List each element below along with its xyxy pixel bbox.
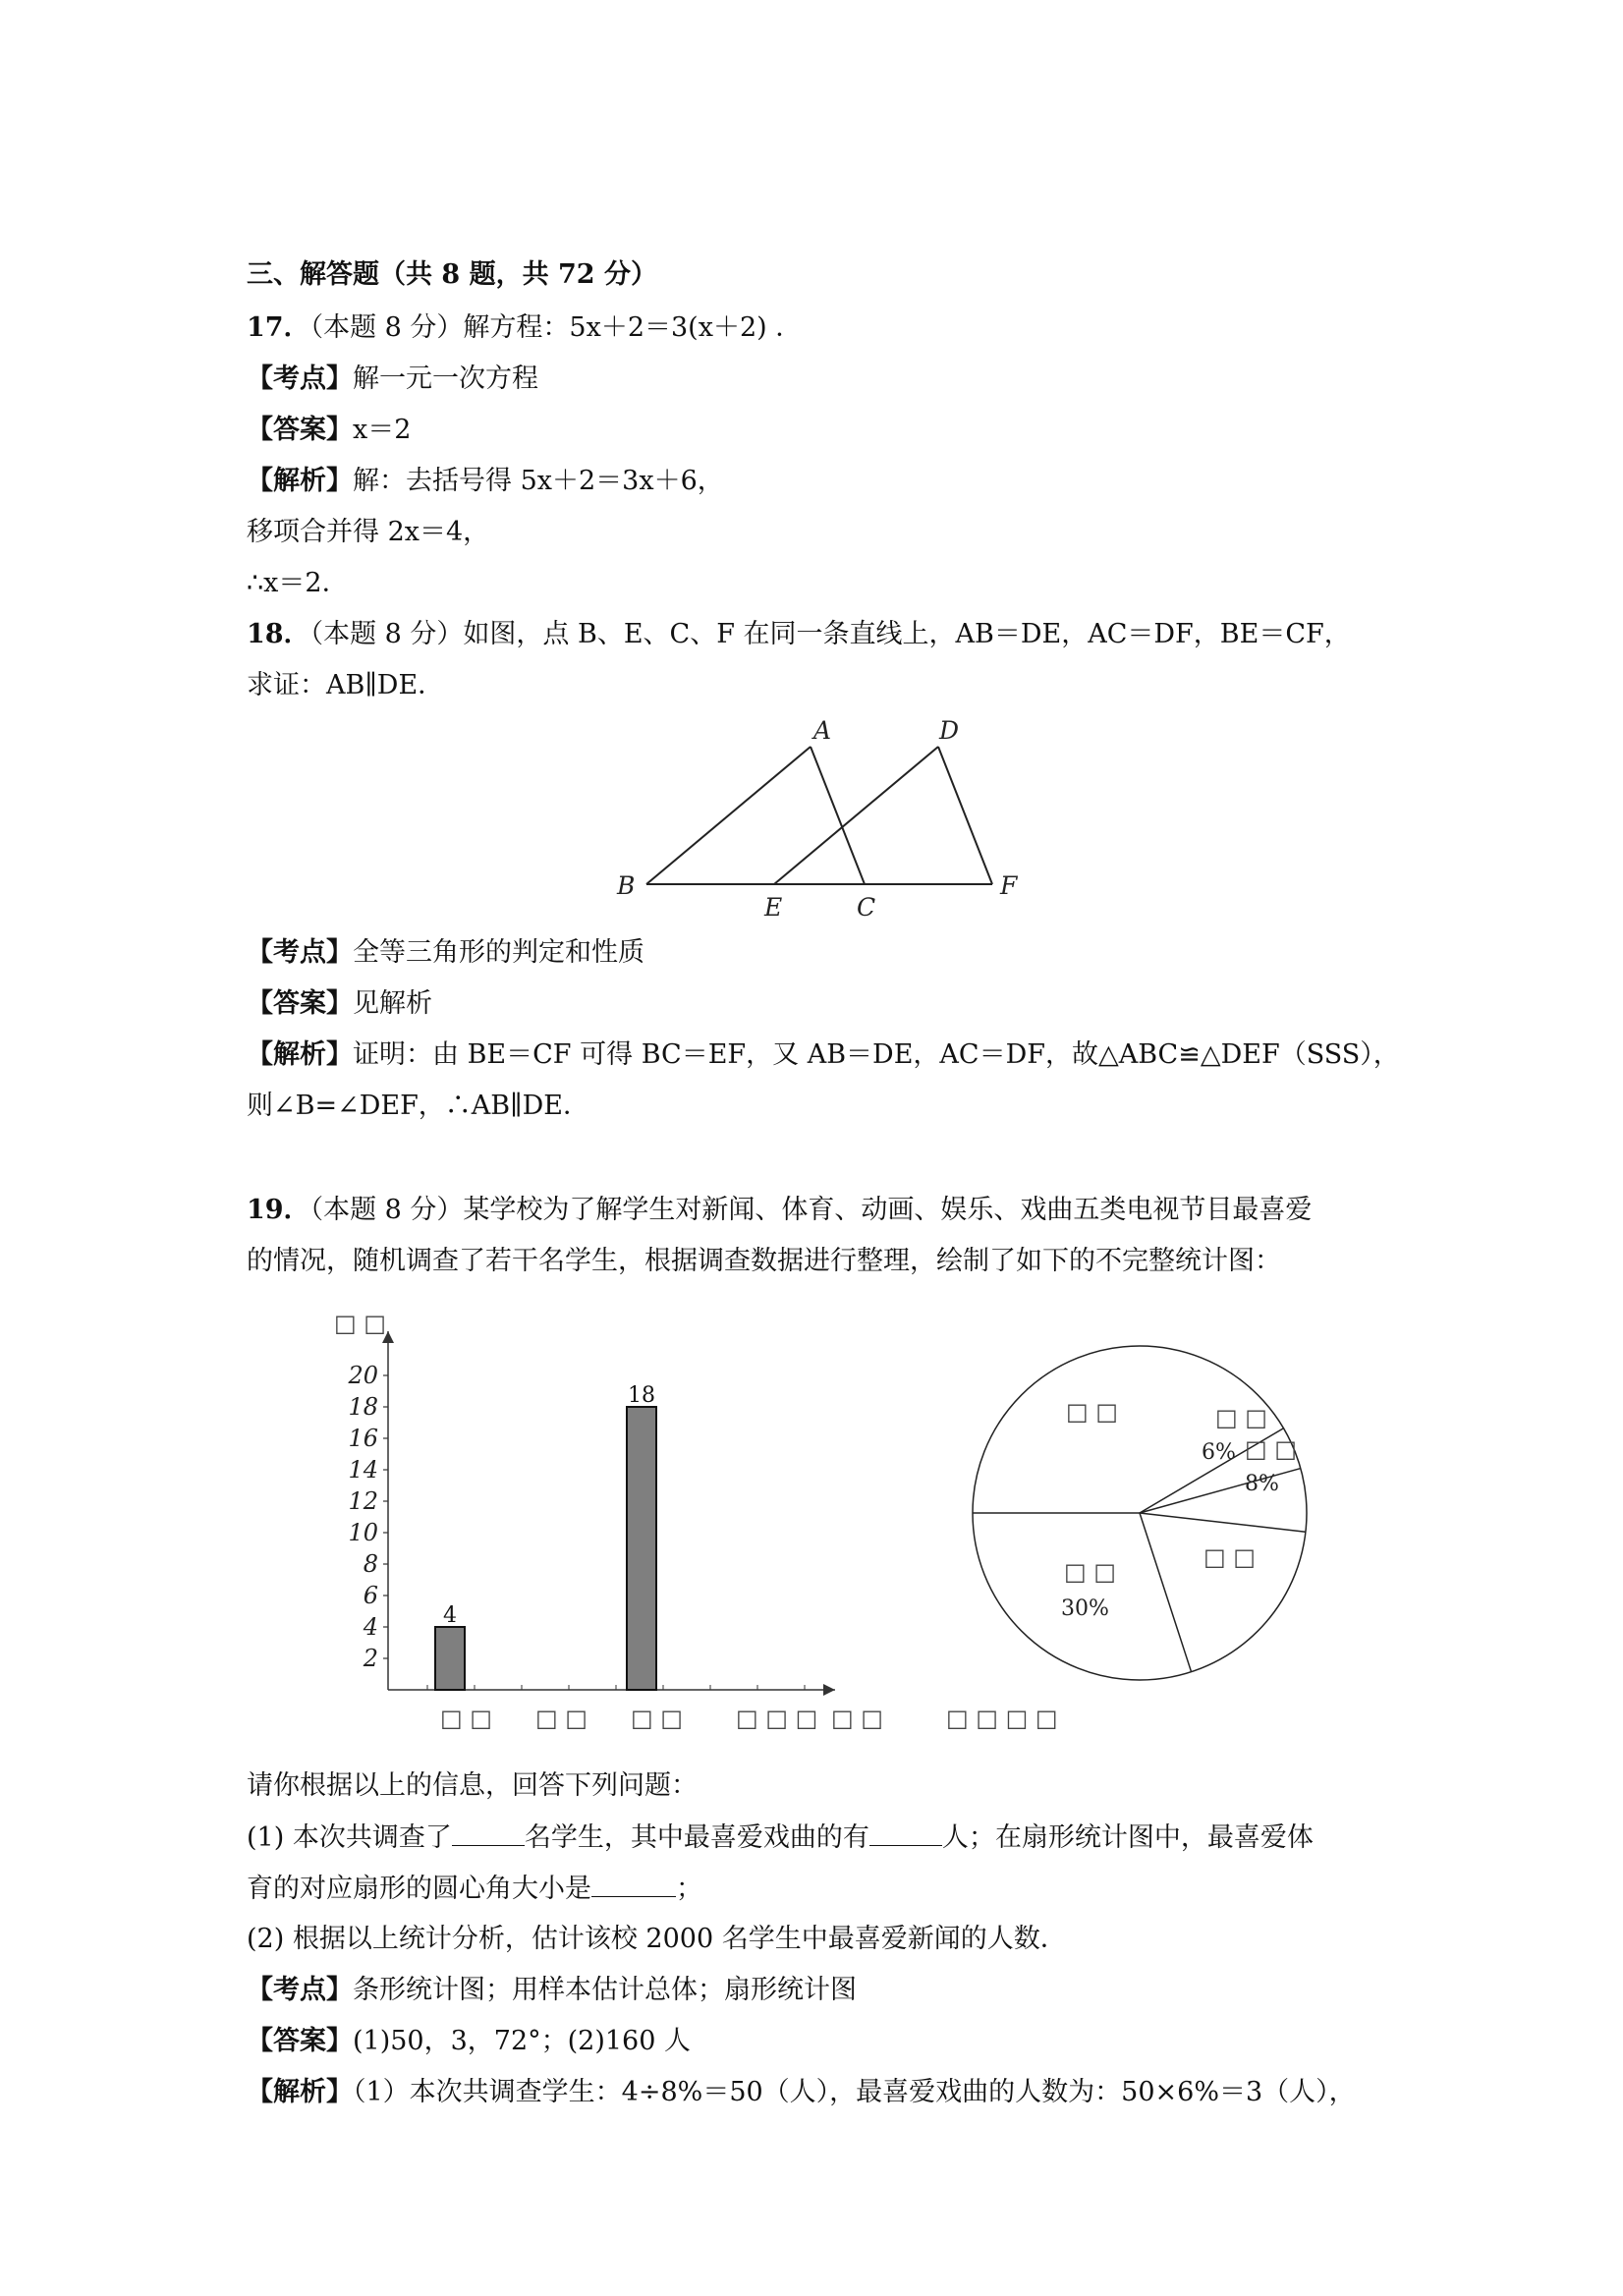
x-category-label: □ □ □: [736, 1705, 818, 1732]
pie-slice-value: 6%: [1202, 1440, 1236, 1465]
q19-analysis-line: [247, 2075, 1356, 2110]
q19-answer-label: 【答案】: [247, 2026, 353, 2056]
pie-slice-label: □ □: [1064, 1558, 1116, 1586]
q18-triangle-figure: [589, 707, 1041, 933]
y-tick-label: 16: [348, 1425, 378, 1452]
q17-analysis-step-1: 解：去括号得 5x＋2＝3x＋6，: [353, 466, 724, 496]
segment-DF: [938, 747, 992, 884]
q17-stem: （本题 8 分）解方程：5x＋2＝3(x＋2) ．: [309, 312, 803, 343]
q18-stem-line-1: [247, 617, 1351, 652]
y-tick-label: 8: [363, 1550, 378, 1578]
segment-BA: [646, 747, 811, 884]
q18-kaodian: 全等三角形的判定和性质: [353, 937, 644, 968]
x-axis-arrow: [823, 1684, 835, 1696]
q17-analysis-line: [247, 464, 724, 499]
q18-analysis-1: 证明：由 BE＝CF 可得 BC＝EF，又 AB＝DE，AC＝DF，故△ABC≌△DEF（SSS），: [353, 1039, 1400, 1070]
bar-chart: [314, 1302, 1058, 1734]
q17-kaodian-line: [247, 362, 538, 397]
q17-analysis-step-3: ∴x＝2．: [247, 568, 349, 598]
q17-analysis-label: 【解析】: [247, 466, 353, 496]
y-axis-label: □ □: [334, 1310, 386, 1337]
q19-sub1-line2: 育的对应扇形的圆心角大小是: [247, 1874, 591, 1904]
y-tick-label: 20: [348, 1362, 378, 1389]
label-D: D: [939, 716, 960, 745]
q19-sub1-line-1: [247, 1820, 1314, 1856]
q19-sub1-line2-end: ；: [676, 1874, 702, 1904]
q18-stem-line-2: 求证：AB∥DE．: [247, 670, 445, 700]
label-A: A: [813, 716, 832, 745]
q18-analysis-line-1: [247, 1037, 1400, 1073]
q18-kaodian-label: 【考点】: [247, 937, 353, 968]
y-tick-label: 18: [348, 1393, 378, 1421]
blank-opera-count[interactable]: [869, 1820, 942, 1846]
bar-data-label: 18: [628, 1383, 655, 1408]
q19-kaodian: 条形统计图；用样本估计总体；扇形统计图: [353, 1975, 857, 2005]
pie-slice-label: □ □: [1203, 1543, 1256, 1571]
pie-slice-label: □ □: [1215, 1404, 1267, 1431]
label-C: C: [857, 893, 876, 922]
y-tick-label: 12: [348, 1487, 378, 1515]
label-F: F: [1000, 871, 1018, 900]
q18-number: 18．: [247, 619, 310, 649]
bar-data-label: 4: [443, 1603, 457, 1628]
q19-prompt: 请你根据以上的信息，回答下列问题：: [247, 1770, 698, 1801]
q19-answer: (1)50，3，72°；(2)160 人: [353, 2026, 691, 2056]
q18-kaodian-line: [247, 935, 644, 971]
q18-answer: 见解析: [353, 988, 432, 1019]
q17-stem-line: [247, 310, 802, 346]
pie-slice-value: 8%: [1245, 1472, 1279, 1496]
x-category-label: □ □ □ □: [946, 1705, 1058, 1732]
q17-analysis-step-2: 移项合并得 2x＝4，: [247, 517, 490, 547]
q19-analysis-label: 【解析】: [247, 2077, 353, 2107]
q19-sub1-line-2: [247, 1871, 702, 1907]
y-tick-label: 6: [363, 1582, 378, 1609]
x-category-label: □ □: [535, 1705, 588, 1732]
pie-chart: [958, 1341, 1321, 1695]
q19-sub1-part2: 名学生，其中最喜爱戏曲的有: [524, 1822, 869, 1853]
q19-kaodian-label: 【考点】: [247, 1975, 353, 2005]
q19-number: 19．: [247, 1195, 310, 1225]
q18-stem-1: （本题 8 分）如图，点 B、E、C、F 在同一条直线上，AB＝DE，AC＝DF，BE＝CF，: [309, 619, 1351, 649]
bar: [435, 1627, 465, 1690]
q19-sub1-part3: 人；在扇形统计图中，最喜爱体: [941, 1822, 1314, 1853]
q18-answer-line: [247, 986, 432, 1022]
q18-answer-label: 【答案】: [247, 988, 353, 1019]
label-B: B: [617, 871, 636, 900]
q17-answer-label: 【答案】: [247, 415, 353, 445]
x-category-label: □ □: [440, 1705, 492, 1732]
q17-answer-line: [247, 413, 411, 448]
pie-slice-label: □ □: [1245, 1435, 1297, 1463]
x-category-label: □ □: [831, 1705, 883, 1732]
pie-slice-label: □ □: [1066, 1398, 1118, 1426]
q18-analysis-label: 【解析】: [247, 1039, 353, 1070]
q19-sub2: (2) 根据以上统计分析，估计该校 2000 名学生中最喜爱新闻的人数．: [247, 1924, 1067, 1954]
y-tick-label: 10: [348, 1519, 378, 1546]
q17-kaodian-label: 【考点】: [247, 364, 353, 394]
q18-analysis-line-2: 则∠B=∠DEF，∴AB∥DE．: [247, 1091, 589, 1121]
q19-stem-1: （本题 8 分）某学校为了解学生对新闻、体育、动画、娱乐、戏曲五类电视节目最喜爱: [309, 1195, 1313, 1225]
q19-kaodian-line: [247, 1973, 857, 2008]
q17-number: 17．: [247, 312, 310, 343]
q19-stem-line-1: [247, 1193, 1312, 1228]
q19-analysis: （1）本次共调查学生：4÷8%＝50（人），最喜爱戏曲的人数为：50×6%＝3（人），: [353, 2077, 1356, 2107]
y-tick-label: 2: [363, 1645, 378, 1672]
blank-sports-angle[interactable]: [591, 1871, 676, 1897]
x-category-label: □ □: [631, 1705, 683, 1732]
section-title: 三、解答题（共 8 题，共 72 分）: [247, 259, 657, 290]
pie-slice-value: 30%: [1061, 1596, 1109, 1621]
q19-answer-line: [247, 2024, 691, 2059]
q19-sub1-part1: (1) 本次共调查了: [247, 1822, 452, 1853]
q17-kaodian: 解一元一次方程: [353, 364, 538, 394]
q19-stem-line-2: 的情况，随机调查了若干名学生，根据调查数据进行整理，绘制了如下的不完整统计图：: [247, 1246, 1281, 1276]
q17-answer: x＝2: [353, 415, 412, 445]
bar: [627, 1407, 656, 1690]
y-tick-label: 4: [363, 1613, 378, 1641]
y-tick-label: 14: [348, 1456, 378, 1484]
blank-total-students[interactable]: [452, 1820, 525, 1846]
label-E: E: [764, 893, 783, 922]
